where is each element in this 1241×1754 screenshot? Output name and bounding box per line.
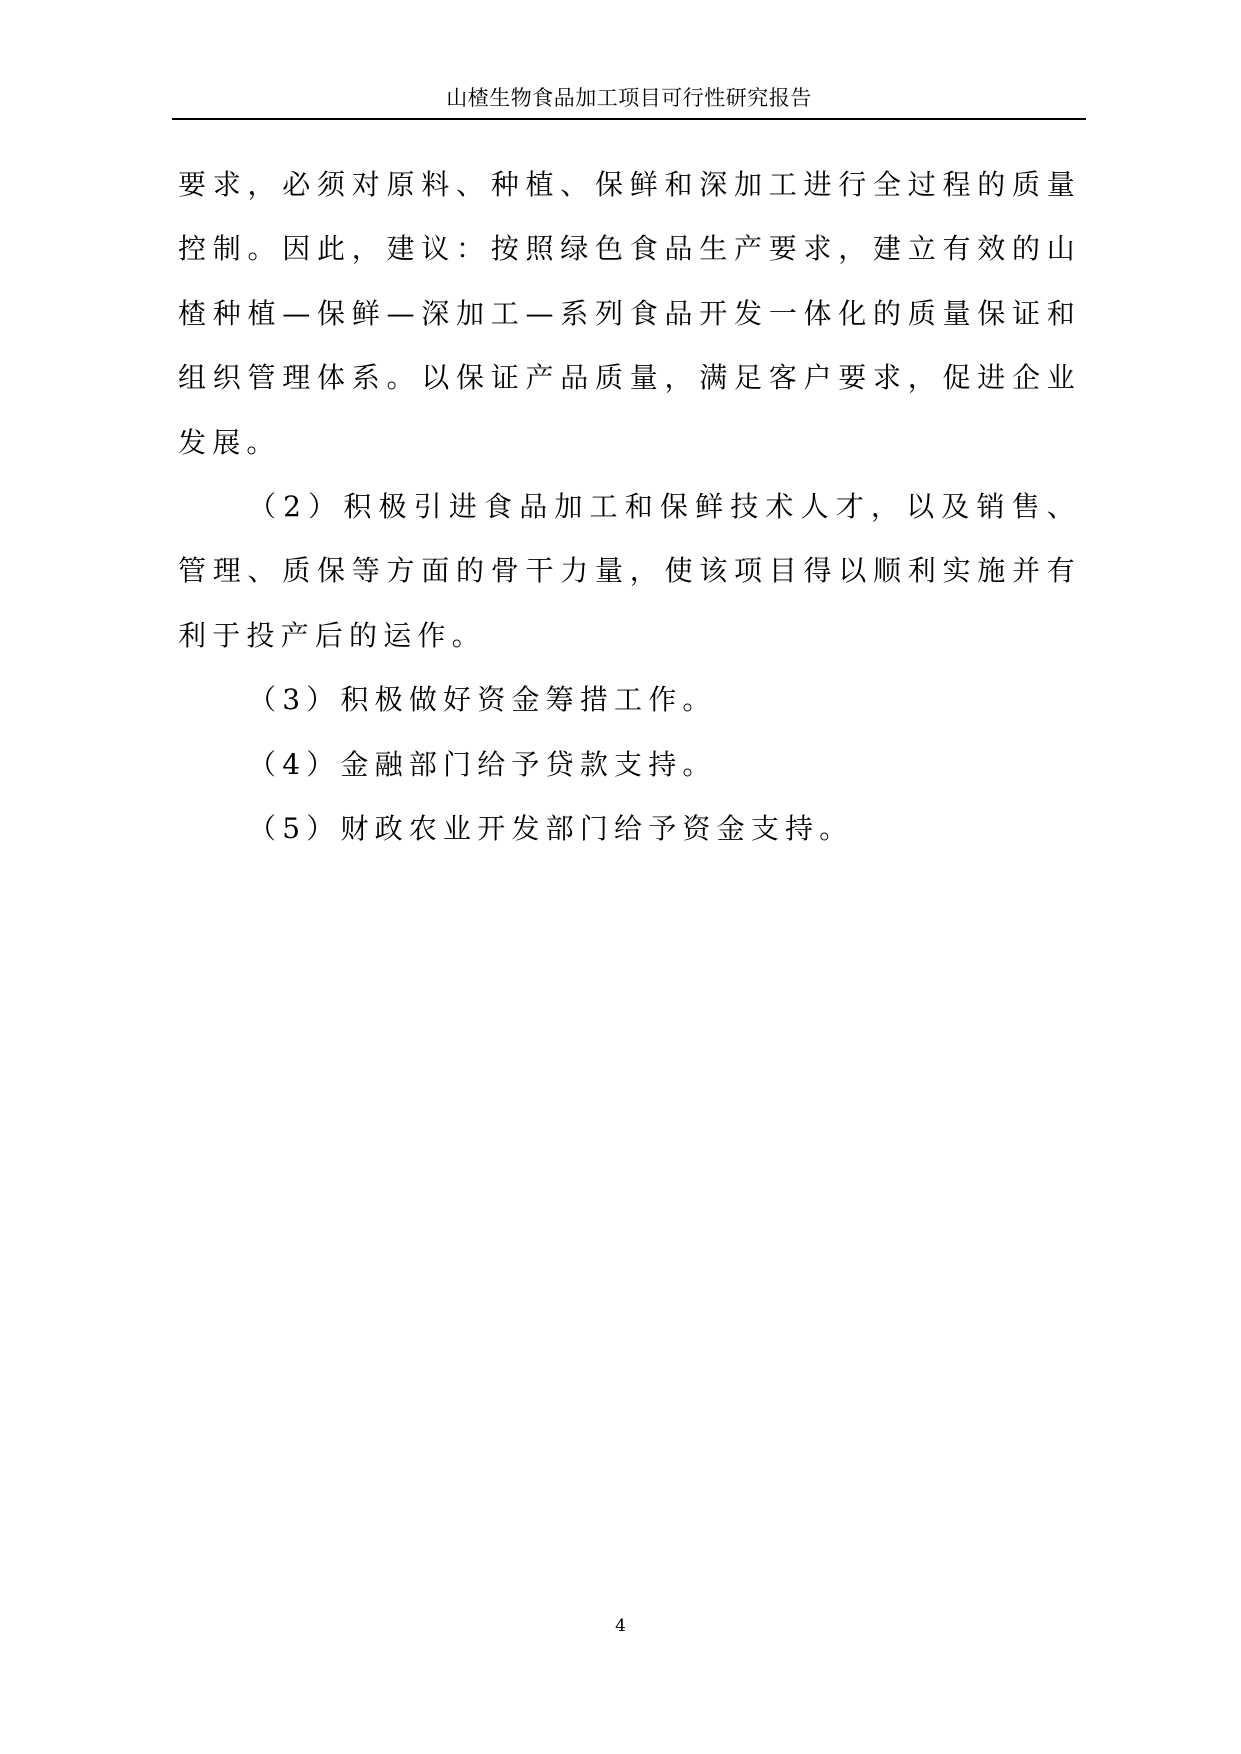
document-body: [178, 153, 1081, 861]
header-divider: [172, 118, 1086, 120]
page-number: 4: [615, 1616, 626, 1636]
paragraph-quality-control: 要求，必须对原料、种植、保鲜和深加工进行全过程的质量控制。因此，建议：按照绿色食品生产要求，建立有效的山楂种植—保鲜—深加工—系列食品开发一体化的质量保证和组织管理体系。以保证产品质量，满足客户要求，促进企业发展。: [178, 168, 1081, 459]
paragraph-item-3: （3）积极做好资金筹措工作。: [248, 683, 717, 717]
paragraph-item-2: （2）积极引进食品加工和保鲜技术人才，以及销售、管理、质保等方面的骨干力量，使该项目得以顺利实施并有利于投产后的运作。: [178, 490, 1081, 652]
page-header-title: 山楂生物食品加工项目可行性研究报告: [446, 86, 812, 110]
paragraph-item-4: （4）金融部门给予贷款支持。: [248, 747, 717, 781]
paragraph-item-5: （5）财政农业开发部门给予资金支持。: [248, 812, 854, 846]
